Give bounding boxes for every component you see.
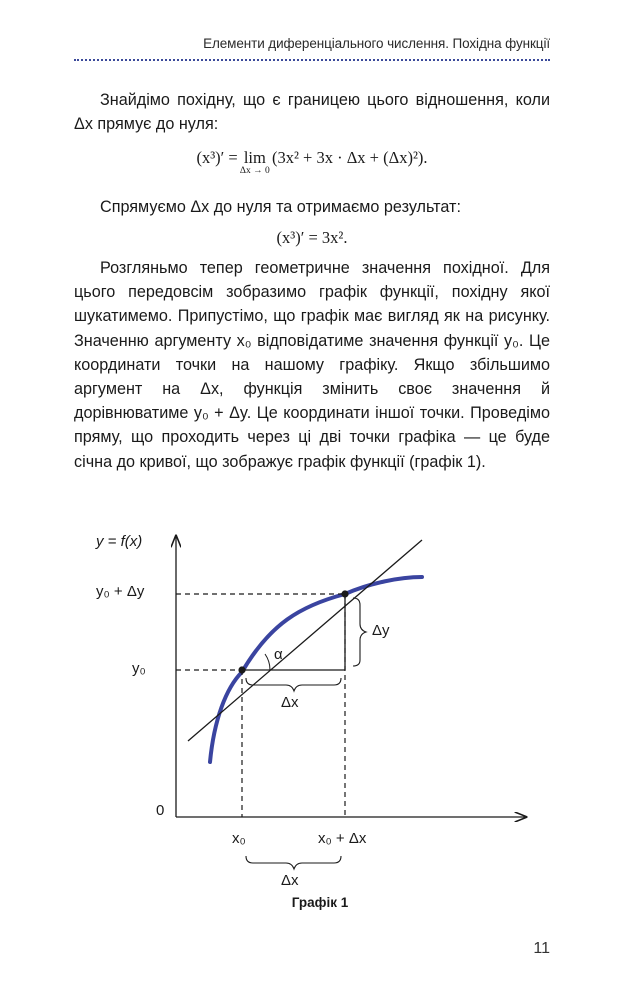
y-axis-label: y = f(x) [96, 533, 143, 550]
delta-x-below-label: Δx [281, 872, 299, 889]
formula-limit [74, 148, 550, 176]
angle-arc [265, 654, 270, 670]
paragraph-2: Спрямуємо Δx до нуля та отримаємо результат: [100, 198, 461, 216]
angle-label: α [274, 646, 283, 663]
origin-label: 0 [156, 802, 165, 819]
limit-operator [239, 148, 270, 176]
graph-caption: Графік 1 [291, 895, 349, 910]
page-number: 11 [533, 940, 550, 957]
paragraph-3-block [74, 256, 550, 474]
point-x0-y0 [238, 666, 245, 673]
formula-result: (x³)′ = 3x². [276, 228, 348, 247]
formula-1-lhs: (x³)′ = [196, 148, 242, 167]
y-tick-lower-label: y₀ [132, 660, 146, 677]
graph-canvas [0, 520, 640, 920]
delta-y-label: Δy [372, 622, 390, 639]
brace-delta-x-below [246, 856, 341, 869]
brace-delta-y [353, 598, 366, 666]
header-dotted-rule [74, 59, 550, 61]
delta-x-inner-label: Δx [281, 694, 299, 711]
x-tick-left-label: x₀ [232, 830, 246, 847]
brace-delta-x-inner [246, 678, 341, 691]
paragraph-1: Знайдімо похідну, що є границею цього відношення, коли Δx прямує до нуля: [74, 91, 550, 134]
derivative-graph [0, 520, 640, 920]
paragraph-3: Розгляньмо тепер геометричне значення похідної. Для цього передовсім зобразимо графік функції, похідну якої шукатимемо. Припустімо, що графік має вигляд як на рисунку. Значенню аргументу x₀ відповідатиме значення функції y₀. Це координати точки на нашому графіку. Якщо збільшимо аргумент на Δx, функція змінить своє значення й дорівнюватиме y₀ + Δy. Це координати іншої точки. Проведімо пряму, що проходить через ці дві точки графіка — це буде січна до кривої, що зображує графік функції (графік 1). [74, 259, 550, 471]
running-header: Елементи диференціального числення. Похідна функції [203, 36, 550, 51]
paragraph-1-block [74, 88, 550, 136]
formula-1-rhs: (3x² + 3x · Δx + (Δx)²). [271, 148, 428, 167]
limit-word: lim [243, 148, 266, 167]
x-tick-right-label: x₀ + Δx [318, 830, 367, 847]
secant-line [188, 540, 422, 741]
paragraph-2-block [74, 195, 550, 219]
y-tick-upper-label: y₀ + Δy [96, 583, 145, 600]
limit-subscript: Δx → 0 [239, 166, 270, 176]
point-x0dx-y0dy [341, 590, 348, 597]
